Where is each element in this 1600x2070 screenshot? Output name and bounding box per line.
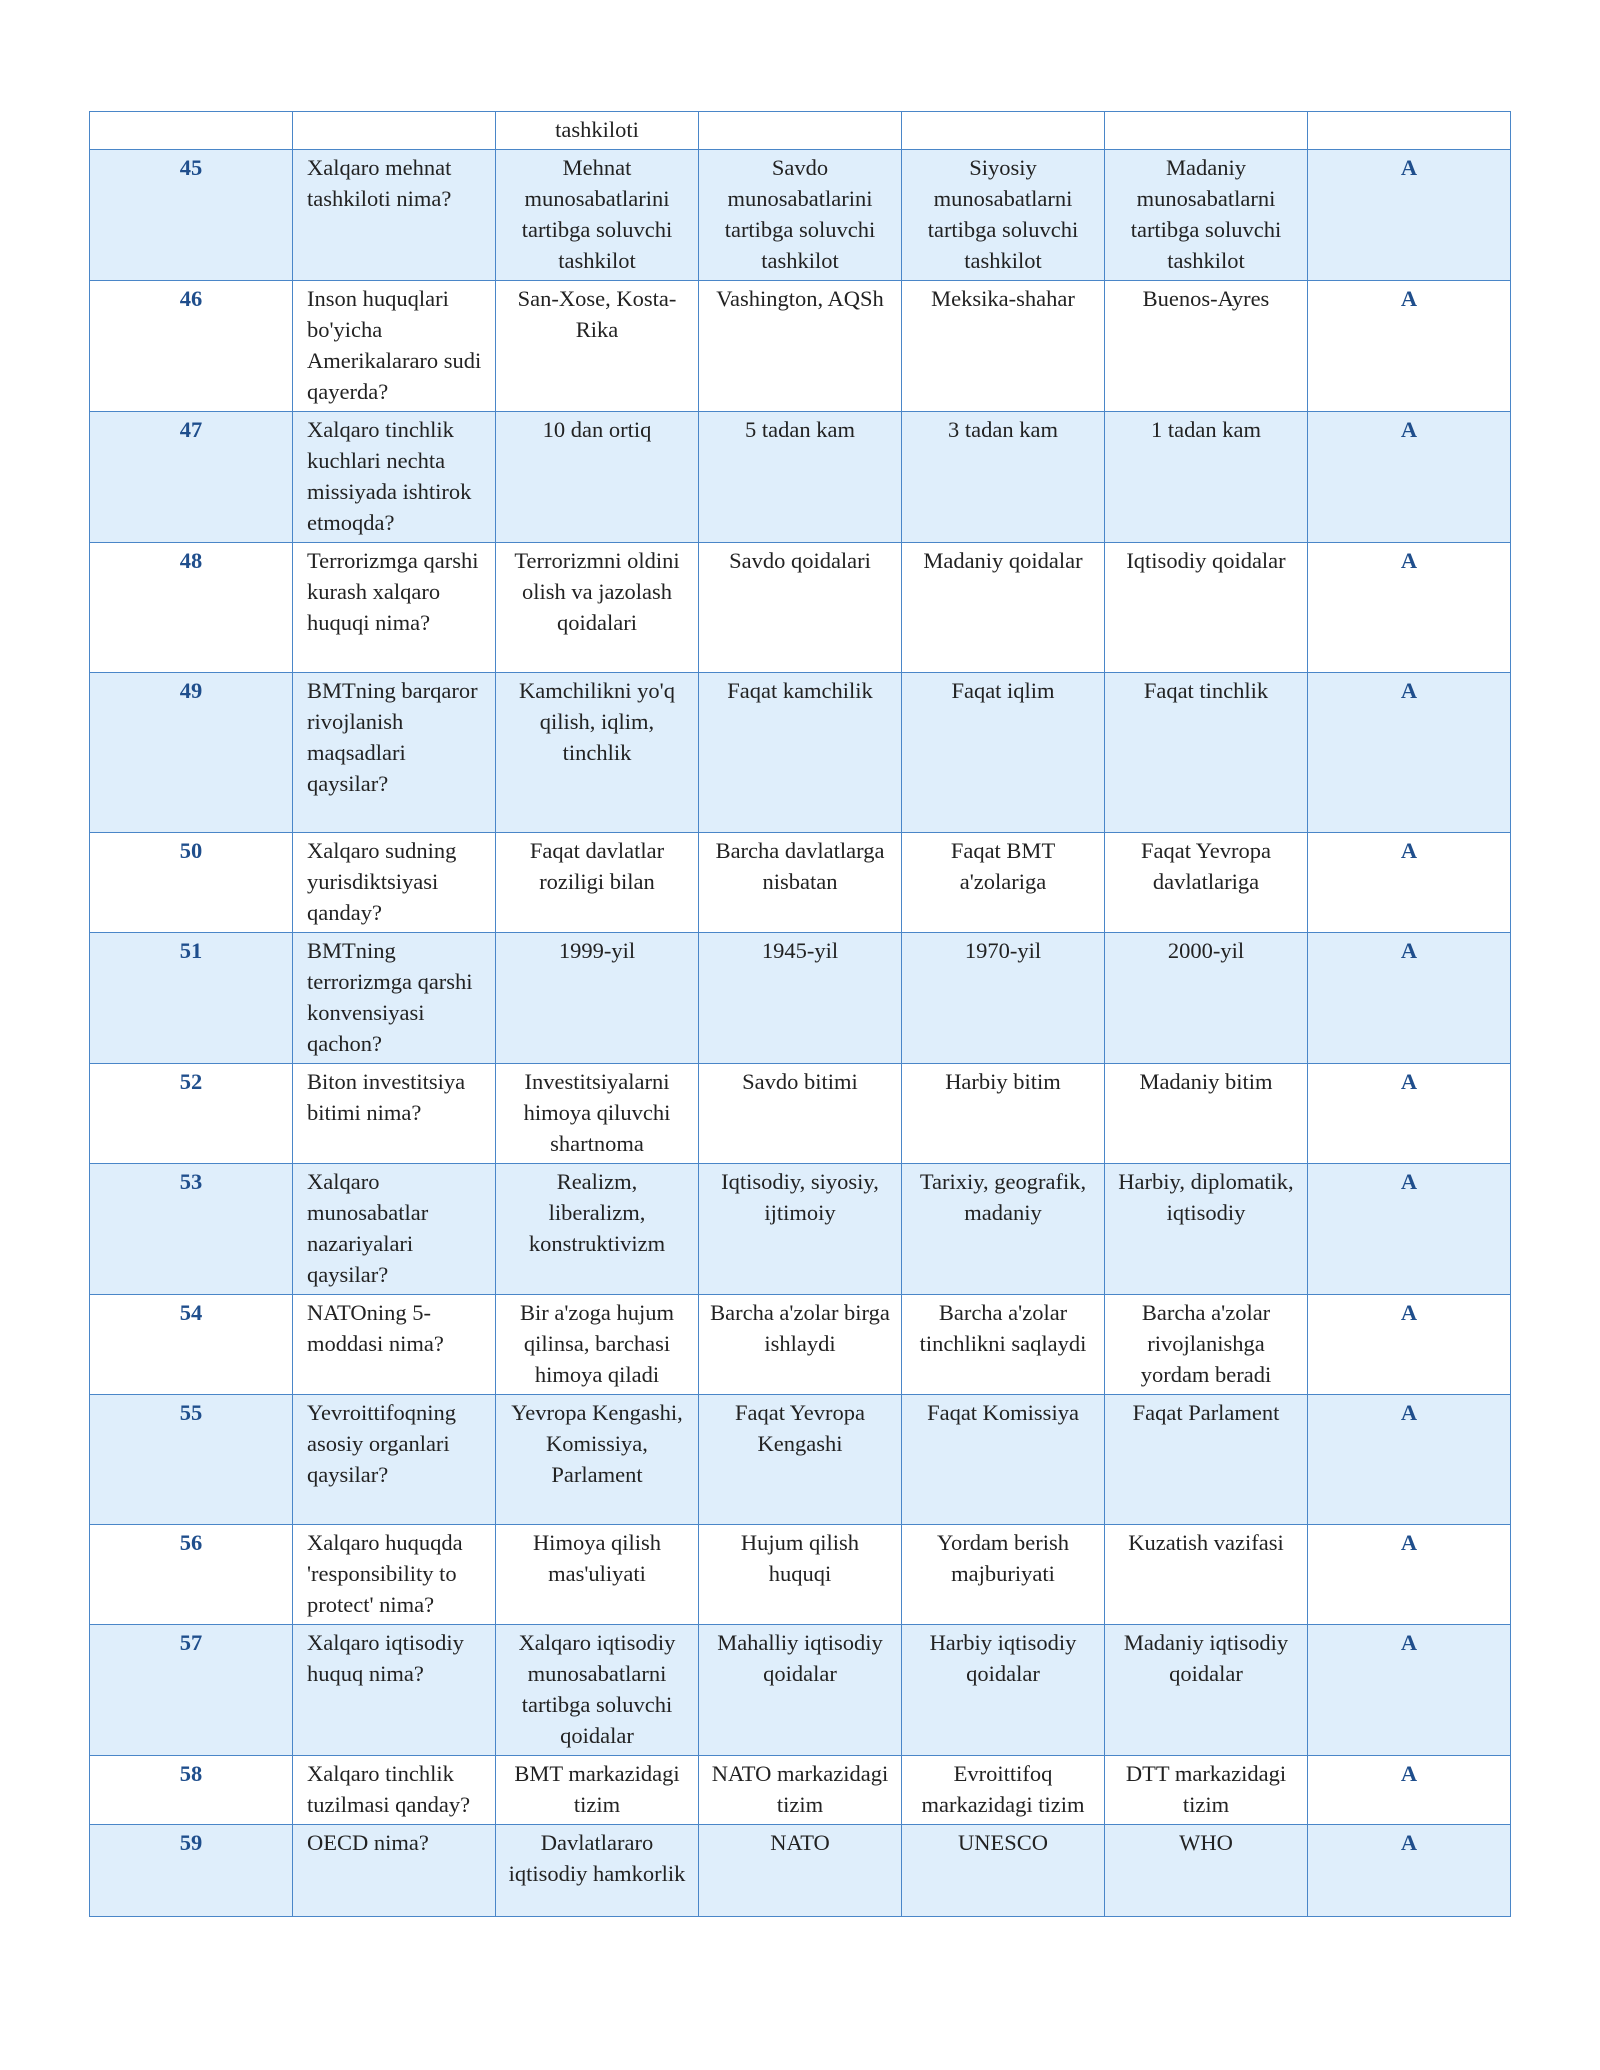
option-a-cell: Investitsiyalarni himoya qiluvchi shartnoma xyxy=(496,1064,699,1164)
option-b-cell xyxy=(699,112,902,150)
option-a-cell: Realizm, liberalizm, konstruktivizm xyxy=(496,1164,699,1295)
option-b-cell: NATO markazidagi tizim xyxy=(699,1756,902,1825)
table-row xyxy=(90,673,1511,833)
option-b-cell: Mahalliy iqtisodiy qoidalar xyxy=(699,1625,902,1756)
option-b-cell: Hujum qilish huquqi xyxy=(699,1525,902,1625)
option-b-cell: Savdo qoidalari xyxy=(699,543,902,673)
question-number-cell: 58 xyxy=(90,1756,293,1825)
question-cell: NATOning 5-moddasi nima? xyxy=(293,1295,496,1395)
option-b-cell: Vashington, AQSh xyxy=(699,281,902,412)
option-a-cell: Faqat davlatlar roziligi bilan xyxy=(496,833,699,933)
answer-cell: A xyxy=(1308,281,1511,412)
option-b-cell: Barcha davlatlarga nisbatan xyxy=(699,833,902,933)
option-a-cell: Himoya qilish mas'uliyati xyxy=(496,1525,699,1625)
answer-cell: A xyxy=(1308,1164,1511,1295)
question-cell: Terrorizmga qarshi kurash xalqaro huquqi nima? xyxy=(293,543,496,673)
option-c-cell: UNESCO xyxy=(902,1825,1105,1917)
option-d-cell: Madaniy iqtisodiy qoidalar xyxy=(1105,1625,1308,1756)
option-a-cell: tashkiloti xyxy=(496,112,699,150)
table-row xyxy=(90,1825,1511,1917)
option-d-cell xyxy=(1105,112,1308,150)
answer-cell: A xyxy=(1308,1064,1511,1164)
option-a-cell: 10 dan ortiq xyxy=(496,412,699,543)
question-cell xyxy=(293,112,496,150)
question-number-cell: 49 xyxy=(90,673,293,833)
option-c-cell: Yordam berish majburiyati xyxy=(902,1525,1105,1625)
question-number-cell: 57 xyxy=(90,1625,293,1756)
question-cell: Xalqaro tinchlik tuzilmasi qanday? xyxy=(293,1756,496,1825)
option-d-cell: Harbiy, diplomatik, iqtisodiy xyxy=(1105,1164,1308,1295)
table-row xyxy=(90,1395,1511,1525)
answer-cell: A xyxy=(1308,1395,1511,1525)
answer-cell: A xyxy=(1308,543,1511,673)
option-a-cell: Mehnat munosabatlarini tartibga soluvchi tashkilot xyxy=(496,150,699,281)
question-number-cell: 48 xyxy=(90,543,293,673)
question-number-cell: 50 xyxy=(90,833,293,933)
question-cell: Xalqaro tinchlik kuchlari nechta missiyada ishtirok etmoqda? xyxy=(293,412,496,543)
option-b-cell: 5 tadan kam xyxy=(699,412,902,543)
option-a-cell: BMT markazidagi tizim xyxy=(496,1756,699,1825)
option-b-cell: Savdo bitimi xyxy=(699,1064,902,1164)
answer-cell: A xyxy=(1308,1525,1511,1625)
question-cell: Biton investitsiya bitimi nima? xyxy=(293,1064,496,1164)
option-c-cell: Faqat BMT a'zolariga xyxy=(902,833,1105,933)
question-number-cell: 56 xyxy=(90,1525,293,1625)
answer-cell: A xyxy=(1308,150,1511,281)
option-d-cell: DTT markazidagi tizim xyxy=(1105,1756,1308,1825)
option-c-cell: Evroittifoq markazidagi tizim xyxy=(902,1756,1105,1825)
option-d-cell: Barcha a'zolar rivojlanishga yordam beradi xyxy=(1105,1295,1308,1395)
answer-cell xyxy=(1308,112,1511,150)
option-d-cell: Madaniy munosabatlarni tartibga soluvchi tashkilot xyxy=(1105,150,1308,281)
question-cell: Inson huquqlari bo'yicha Amerikalararo sudi qayerda? xyxy=(293,281,496,412)
question-cell: Xalqaro iqtisodiy huquq nima? xyxy=(293,1625,496,1756)
table-row xyxy=(90,1064,1511,1164)
option-c-cell: Siyosiy munosabatlarni tartibga soluvchi tashkilot xyxy=(902,150,1105,281)
question-number-cell: 55 xyxy=(90,1395,293,1525)
answer-cell: A xyxy=(1308,1295,1511,1395)
question-cell: Xalqaro mehnat tashkiloti nima? xyxy=(293,150,496,281)
question-cell: Xalqaro sudning yurisdiktsiyasi qanday? xyxy=(293,833,496,933)
table-row xyxy=(90,281,1511,412)
question-cell: Xalqaro huquqda 'responsibility to protect' nima? xyxy=(293,1525,496,1625)
question-number-cell: 47 xyxy=(90,412,293,543)
question-cell: BMTning terrorizmga qarshi konvensiyasi qachon? xyxy=(293,933,496,1064)
answer-cell: A xyxy=(1308,933,1511,1064)
answer-cell: A xyxy=(1308,1825,1511,1917)
option-c-cell: 3 tadan kam xyxy=(902,412,1105,543)
table-row xyxy=(90,150,1511,281)
question-number-cell: 59 xyxy=(90,1825,293,1917)
answer-cell: A xyxy=(1308,673,1511,833)
option-c-cell: Faqat Komissiya xyxy=(902,1395,1105,1525)
option-a-cell: Terrorizmni oldini olish va jazolash qoidalari xyxy=(496,543,699,673)
table-row-carry-over xyxy=(90,112,1511,150)
option-c-cell: Madaniy qoidalar xyxy=(902,543,1105,673)
table-row xyxy=(90,1164,1511,1295)
question-cell: Xalqaro munosabatlar nazariyalari qaysilar? xyxy=(293,1164,496,1295)
option-d-cell: Madaniy bitim xyxy=(1105,1064,1308,1164)
option-a-cell: San-Xose, Kosta-Rika xyxy=(496,281,699,412)
table-row xyxy=(90,1295,1511,1395)
answer-cell: A xyxy=(1308,1625,1511,1756)
option-b-cell: Iqtisodiy, siyosiy, ijtimoiy xyxy=(699,1164,902,1295)
option-d-cell: Iqtisodiy qoidalar xyxy=(1105,543,1308,673)
table-row xyxy=(90,412,1511,543)
answer-cell: A xyxy=(1308,1756,1511,1825)
option-d-cell: Kuzatish vazifasi xyxy=(1105,1525,1308,1625)
option-a-cell: Bir a'zoga hujum qilinsa, barchasi himoya qiladi xyxy=(496,1295,699,1395)
option-d-cell: 1 tadan kam xyxy=(1105,412,1308,543)
option-b-cell: Savdo munosabatlarini tartibga soluvchi tashkilot xyxy=(699,150,902,281)
option-a-cell: Kamchilikni yo'q qilish, iqlim, tinchlik xyxy=(496,673,699,833)
table-row xyxy=(90,933,1511,1064)
option-c-cell: Tarixiy, geografik, madaniy xyxy=(902,1164,1105,1295)
question-number-cell: 51 xyxy=(90,933,293,1064)
option-b-cell: NATO xyxy=(699,1825,902,1917)
option-c-cell: Meksika-shahar xyxy=(902,281,1105,412)
question-number-cell xyxy=(90,112,293,150)
option-a-cell: 1999-yil xyxy=(496,933,699,1064)
quiz-table-body xyxy=(90,112,1511,1917)
table-row xyxy=(90,543,1511,673)
quiz-table xyxy=(89,111,1511,1917)
question-number-cell: 54 xyxy=(90,1295,293,1395)
question-number-cell: 52 xyxy=(90,1064,293,1164)
option-b-cell: Barcha a'zolar birga ishlaydi xyxy=(699,1295,902,1395)
answer-cell: A xyxy=(1308,833,1511,933)
question-number-cell: 53 xyxy=(90,1164,293,1295)
option-c-cell: Faqat iqlim xyxy=(902,673,1105,833)
option-a-cell: Xalqaro iqtisodiy munosabatlarni tartibga soluvchi qoidalar xyxy=(496,1625,699,1756)
option-d-cell: 2000-yil xyxy=(1105,933,1308,1064)
option-d-cell: Faqat Yevropa davlatlariga xyxy=(1105,833,1308,933)
question-cell: BMTning barqaror rivojlanish maqsadlari qaysilar? xyxy=(293,673,496,833)
option-d-cell: Faqat Parlament xyxy=(1105,1395,1308,1525)
option-c-cell xyxy=(902,112,1105,150)
question-cell: OECD nima? xyxy=(293,1825,496,1917)
option-b-cell: Faqat Yevropa Kengashi xyxy=(699,1395,902,1525)
option-a-cell: Davlatlararo iqtisodiy hamkorlik xyxy=(496,1825,699,1917)
option-d-cell: WHO xyxy=(1105,1825,1308,1917)
option-d-cell: Buenos-Ayres xyxy=(1105,281,1308,412)
option-c-cell: Harbiy iqtisodiy qoidalar xyxy=(902,1625,1105,1756)
option-a-cell: Yevropa Kengashi, Komissiya, Parlament xyxy=(496,1395,699,1525)
table-row xyxy=(90,1625,1511,1756)
option-b-cell: Faqat kamchilik xyxy=(699,673,902,833)
option-c-cell: Barcha a'zolar tinchlikni saqlaydi xyxy=(902,1295,1105,1395)
option-c-cell: Harbiy bitim xyxy=(902,1064,1105,1164)
table-row xyxy=(90,1756,1511,1825)
option-b-cell: 1945-yil xyxy=(699,933,902,1064)
quiz-table-page xyxy=(89,111,1511,1917)
table-row xyxy=(90,833,1511,933)
question-number-cell: 46 xyxy=(90,281,293,412)
table-row xyxy=(90,1525,1511,1625)
option-c-cell: 1970-yil xyxy=(902,933,1105,1064)
question-number-cell: 45 xyxy=(90,150,293,281)
answer-cell: A xyxy=(1308,412,1511,543)
option-d-cell: Faqat tinchlik xyxy=(1105,673,1308,833)
question-cell: Yevroittifoqning asosiy organlari qaysilar? xyxy=(293,1395,496,1525)
